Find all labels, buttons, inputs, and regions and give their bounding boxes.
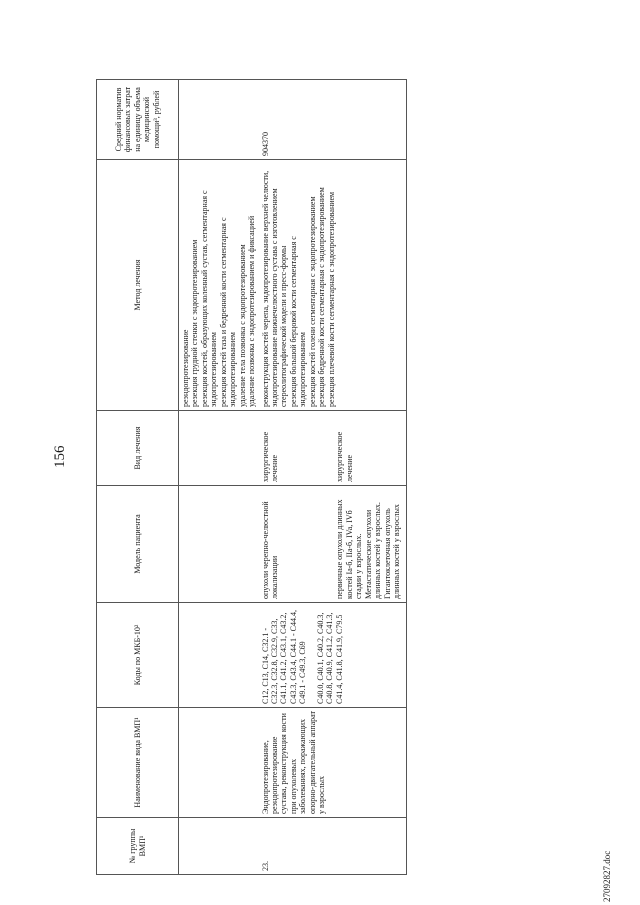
patient-model-2: первичные опухоли длинных костей Ia-б, IIa-б, IVa, IVб стадии у взрослых. Метастатические опухоли длинных костей у взрослых. Гигантоклеточная опухоль длинных костей у взрослых [335, 499, 401, 599]
method-item: реконструкция костей черепа, эндопротезирование верхней челюсти, эндопротезирование нижнечелюстного сустава с изготовлением стереолитографической модели и пресс-формы [260, 170, 289, 407]
methods-cell [259, 160, 407, 411]
method-item: реэндопротезирование [181, 329, 190, 407]
method-item: резекция костей, образующих коленный сустав, сегментарная с эндопротезированием [199, 190, 219, 407]
page-number: 156 [52, 445, 68, 468]
method-item: резекция грудной стенки с эндопротезированием [190, 239, 200, 407]
header-patient-model: Модель пациента [97, 486, 179, 603]
continued-methods-cell [179, 160, 259, 411]
header-cost: Средний норматив финансовых затрат на единицу объема медицинской помощи³, рублей [97, 80, 179, 160]
group-number: 23. [259, 818, 407, 875]
method-item: удаление позвонка с эндопротезированием и фиксацией [247, 215, 257, 407]
document-id: 27092827.doc [602, 850, 612, 902]
method-item: резекция большой берцовой кости сегментарная с эндопротезированием [288, 236, 308, 407]
header-method: Метод лечения [97, 160, 179, 411]
treatment-type-cell [259, 411, 407, 486]
header-group-no: № группы ВМП¹ [97, 818, 179, 875]
treatment-type-2: хирургическое лечение [335, 431, 354, 482]
table-row-23 [259, 80, 407, 875]
cost-value: 904370 [259, 80, 407, 160]
patient-model-cell [259, 486, 407, 603]
method-item: резекция бедренной кости сегментарная с эндопротезированием [317, 187, 327, 407]
header-treatment-type: Вид лечения [97, 411, 179, 486]
method-item: резекция костей голени сегментарная с эндопротезированием [307, 196, 317, 407]
table-header-row [97, 80, 179, 875]
table-row-continuation [179, 80, 259, 875]
method-item: резекция костей таза и бедренной кости сегментарная с эндопротезированием [218, 217, 238, 407]
mkb-codes-cell [259, 603, 407, 708]
vmp-table [96, 79, 407, 875]
method-item: резекция плечевой кости сегментарная с эндопротезированием [326, 191, 336, 407]
mkb-codes-2: C40.0, C40.1, C40.2, C40.3, C40.8, C40.9, C41.2, C41.3, C41.4, C41.8, C41.9, C79.5 [315, 612, 344, 704]
mkb-codes-1: C12, C13, C14, C32.1 - C32.3, C32.8, C32.9, C33, C41.1, C41.2, C43.1, C43.2, C43.3, C43.4, C44.1 - C44.4, C49.1 - C49.3, C69 [260, 609, 308, 704]
header-vmp-name: Наименование вида ВМП¹ [97, 708, 179, 818]
header-mkb-codes: Коды по МКБ-10² [97, 603, 179, 708]
method-item: удаление тела позвонка с эндопротезированием [237, 244, 247, 407]
patient-model-1: опухоли черепно-челюстной локализации [260, 501, 279, 599]
vmp-name: Эндопротезирование, реэндопротезирование сустава, реконструкция кости при опухолевых заболеваниях, поражающих опорно-двигательный аппарат у взрослых [259, 708, 407, 818]
treatment-type-1: хирургическое лечение [260, 431, 279, 482]
